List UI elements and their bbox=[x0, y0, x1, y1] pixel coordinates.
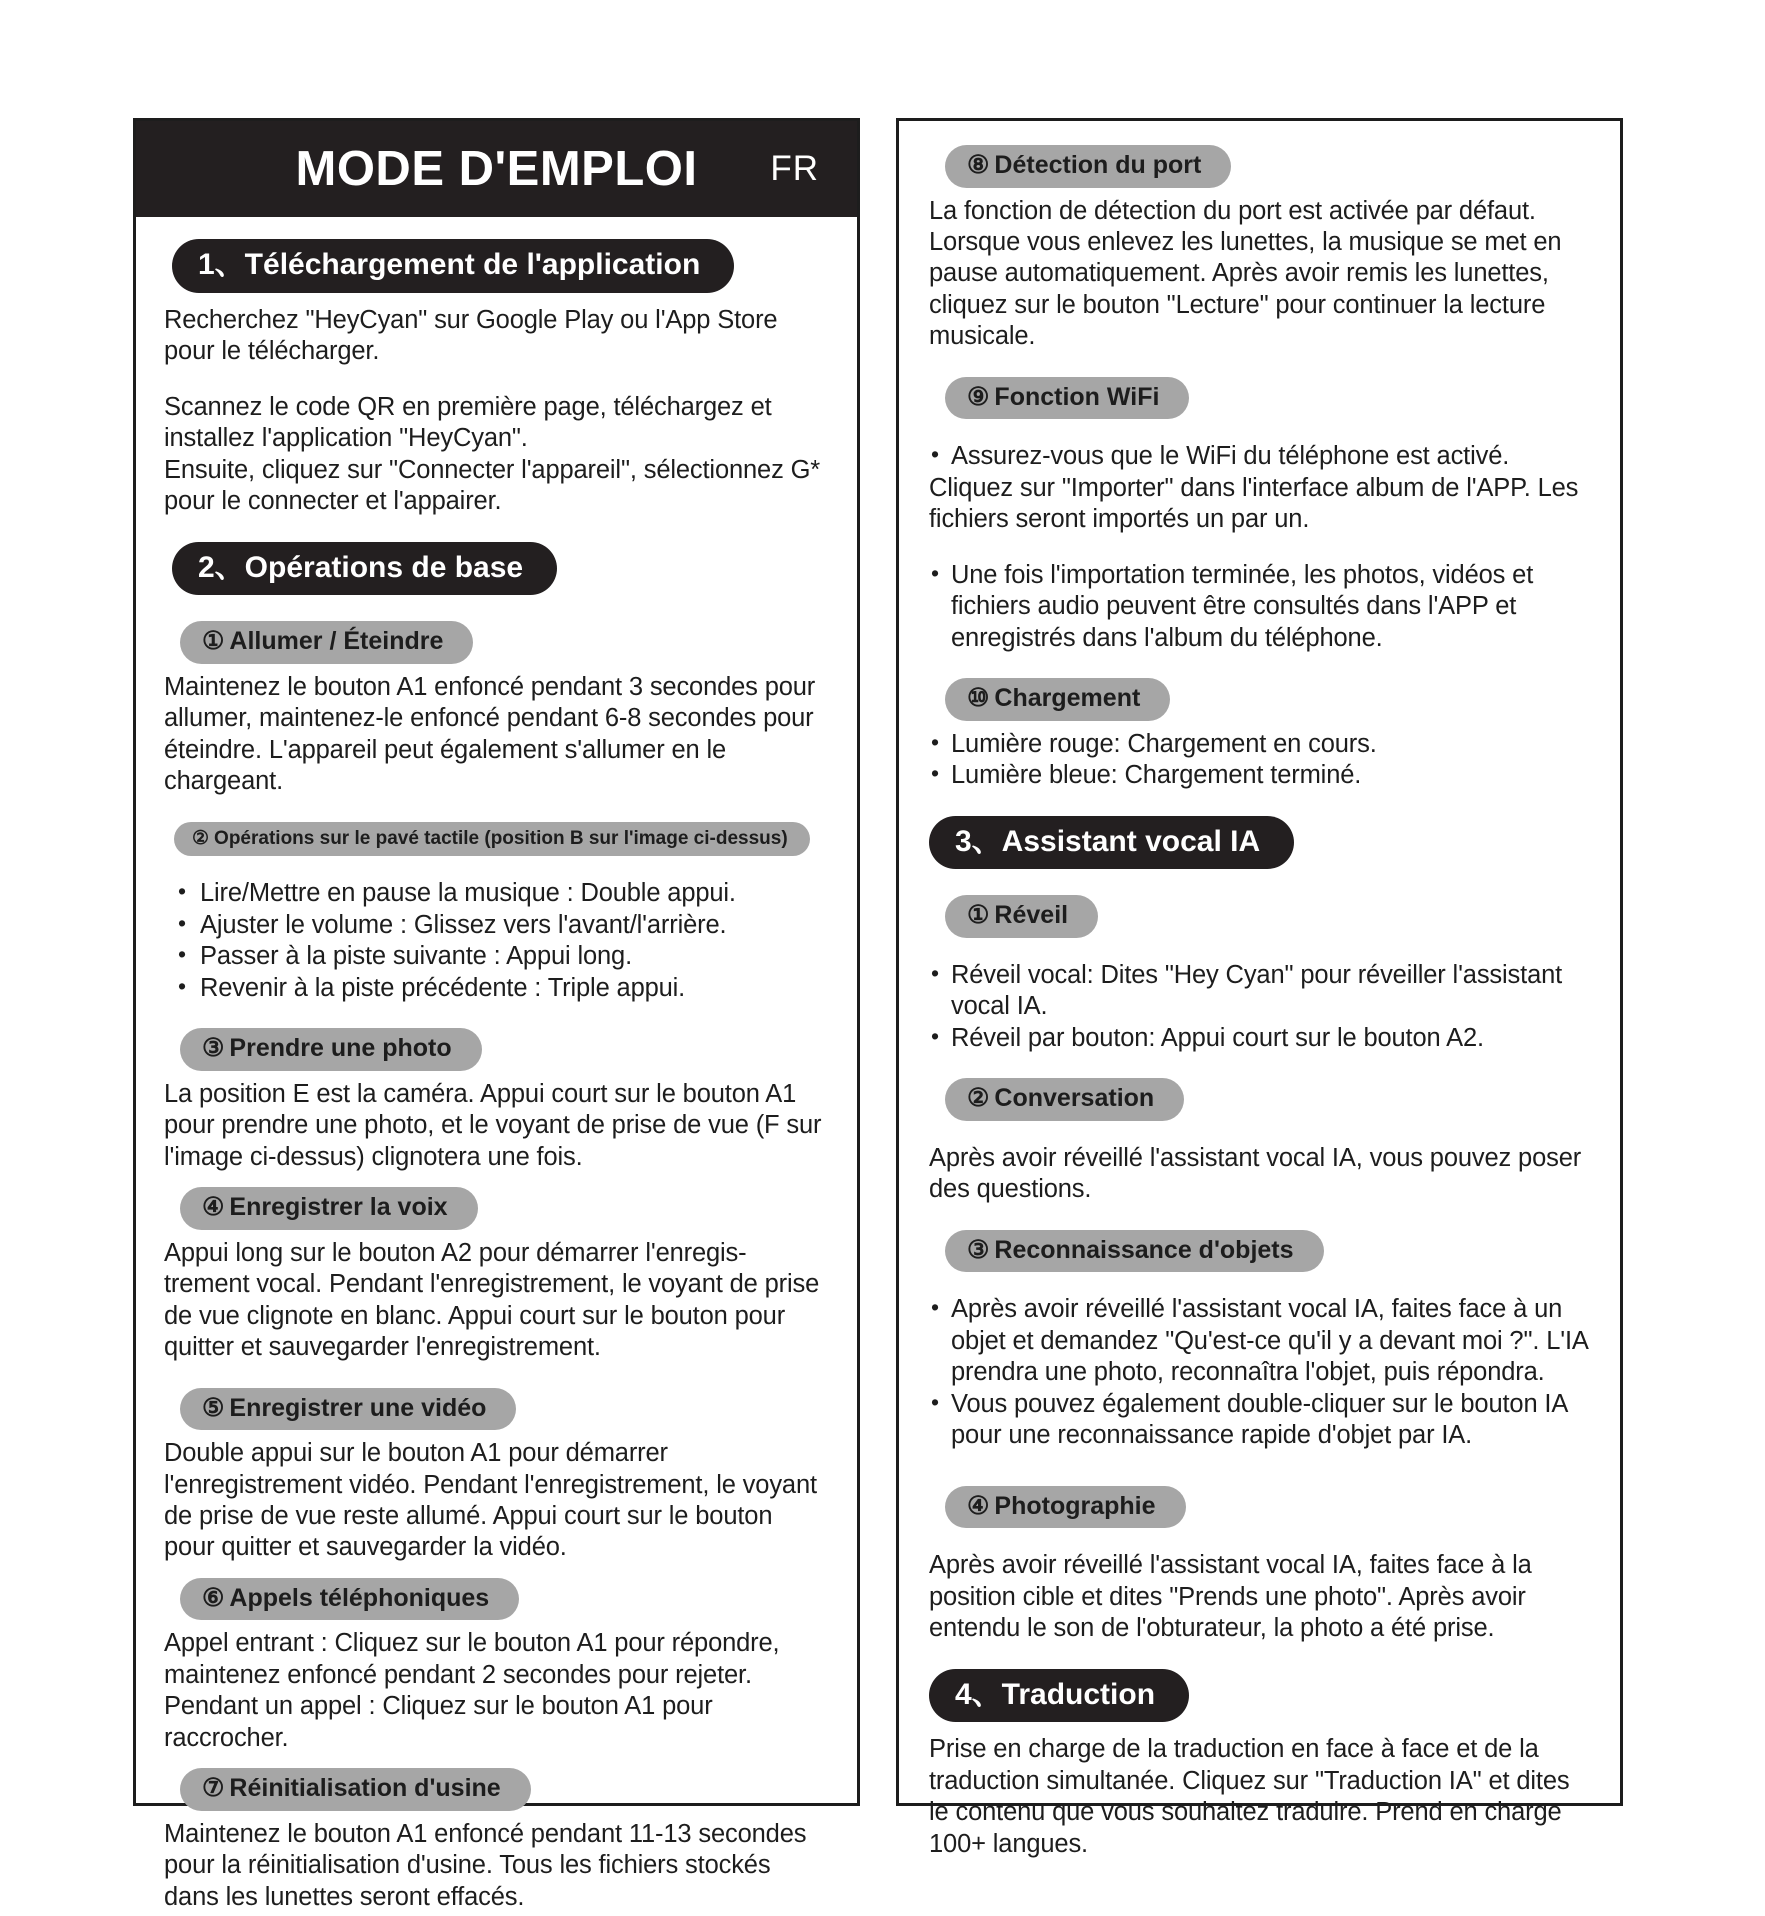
list-item: • Lumière bleue: Chargement terminé. bbox=[929, 760, 1590, 791]
subsection-heading-touchpad bbox=[174, 822, 810, 857]
spacer bbox=[929, 946, 1590, 960]
subsection-label: Opérations sur le pavé tactile (position B sur l'image ci-dessus) bbox=[214, 827, 788, 849]
subsection-number: ② bbox=[192, 827, 210, 849]
spacer bbox=[164, 1173, 829, 1187]
list-item: • Passer à la piste suivante : Appui long. bbox=[176, 941, 829, 972]
spacer bbox=[164, 1364, 829, 1388]
subsection-photography-body: Après avoir réveillé l'assistant vocal IA, faites face à la position cible et dites "Prends une photo". Après avoir entendu le son de l'obturateur, la photo a été prise. bbox=[929, 1551, 1532, 1643]
spacer bbox=[929, 353, 1590, 377]
subsection-number: ③ bbox=[967, 1235, 990, 1264]
right-column bbox=[896, 118, 1623, 1858]
wifi-bullet-1-line-1: Assurez-vous que le WiFi du téléphone est activé. bbox=[951, 442, 1510, 471]
list-item: • Lire/Mettre en pause la musique : Double appui. bbox=[176, 878, 829, 909]
subsection-label: Prendre une photo bbox=[229, 1034, 452, 1063]
subsection-number: ① bbox=[967, 901, 990, 930]
spacer bbox=[164, 798, 829, 822]
spacer bbox=[929, 1452, 1590, 1486]
subsection-number: ③ bbox=[202, 1034, 225, 1063]
subsection-number: ⑧ bbox=[967, 151, 990, 179]
title-banner bbox=[136, 121, 857, 217]
spacer bbox=[929, 1206, 1590, 1230]
subsection-heading-wifi bbox=[945, 377, 1189, 420]
section-heading-1: 1、Téléchargement de l'application bbox=[172, 239, 734, 293]
spacer bbox=[929, 1536, 1590, 1550]
section-1-paragraph-3: Ensuite, cliquez sur "Connecter l'appareil", sélectionnez G* pour le connecter et l'appairer. bbox=[164, 455, 821, 516]
object-recognition-bullet-list bbox=[929, 1294, 1590, 1451]
subsection-label: Réinitialisation d'usine bbox=[229, 1774, 501, 1803]
subsection-label: Enregistrer une vidéo bbox=[229, 1393, 487, 1422]
subsection-number: ⑨ bbox=[967, 382, 990, 411]
subsection-number: ⑦ bbox=[202, 1774, 225, 1803]
subsection-label: Détection du port bbox=[994, 151, 1202, 179]
spacer bbox=[164, 1564, 829, 1578]
spacer bbox=[164, 518, 829, 542]
subsection-label: Photographie bbox=[994, 1491, 1156, 1520]
subsection-voice-record-body: Appui long sur le bouton A2 pour démarrer l'enregis-trement vocal. Pendant l'enregistrement, le voyant de prise de vue clignote en blanc. Appui court sur le bouton pour quitter et sauvegarder l'enregistrement. bbox=[164, 1238, 820, 1362]
section-1-paragraph-1: Recherchez "HeyCyan" sur Google Play ou l'App Store pour le télécharger. bbox=[164, 305, 778, 366]
list-item: • Après avoir réveillé l'assistant vocal IA, faites face à un objet et demandez "Qu'est-ce qu'il y a devant moi ?". L'IA prendra une photo, reconnaîtra l'objet, puis répondra. bbox=[929, 1294, 1590, 1388]
subsection-label: Enregistrer la voix bbox=[229, 1193, 448, 1222]
subsection-number: ④ bbox=[202, 1193, 225, 1222]
subsection-number: ② bbox=[967, 1084, 990, 1113]
list-item: • Ajuster le volume : Glissez vers l'avant/l'arrière. bbox=[176, 910, 829, 941]
section-heading-2: 2、Opérations de base bbox=[172, 542, 557, 596]
list-item: • Lumière rouge: Chargement en cours. bbox=[929, 729, 1590, 760]
subsection-heading-conversation bbox=[945, 1078, 1184, 1121]
wifi-bullet-1-continuation: Cliquez sur "Importer" dans l'interface album de l'APP. Les fichiers seront importés un par un. bbox=[929, 473, 1579, 534]
wakeup-bullet-list bbox=[929, 960, 1590, 1054]
spacer bbox=[164, 864, 829, 878]
subsection-heading-voice-record bbox=[180, 1187, 478, 1230]
list-item: • Une fois l'importation terminée, les photos, vidéos et fichiers audio peuvent être consultés dans l'APP et enregistrés dans l'album du téléphone. bbox=[929, 560, 1590, 654]
list-item: • Réveil par bouton: Appui court sur le bouton A2. bbox=[929, 1023, 1590, 1054]
subsection-number: ④ bbox=[967, 1491, 990, 1520]
touchpad-bullet-list bbox=[164, 878, 829, 1004]
charging-bullet-list bbox=[929, 729, 1590, 792]
subsection-number: ⑩ bbox=[967, 684, 990, 713]
subsection-heading-wakeup bbox=[945, 895, 1098, 938]
subsection-label: Réveil bbox=[994, 901, 1069, 930]
subsection-label: Appels téléphoniques bbox=[229, 1583, 490, 1612]
section-heading-3: 3、Assistant vocal IA bbox=[929, 816, 1294, 870]
subsection-number: ⑤ bbox=[202, 1393, 225, 1422]
subsection-heading-factory-reset bbox=[180, 1768, 531, 1811]
list-item bbox=[929, 441, 1590, 472]
subsection-label: Reconnaissance d'objets bbox=[994, 1235, 1294, 1264]
language-badge: FR bbox=[770, 149, 819, 188]
spacer bbox=[164, 1004, 829, 1028]
list-item: • Revenir à la piste précédente : Triple appui. bbox=[176, 973, 829, 1004]
subsection-number: ① bbox=[202, 627, 225, 656]
subsection-heading-photography bbox=[945, 1486, 1186, 1529]
subsection-port-detection-body: La fonction de détection du port est activée par défaut. Lorsque vous enlevez les lunettes, la musique se met en pause automatiquement. Après avoir remis les lunettes, cliquez sur le bouton "Lecture" pour continuer la lecture musicale. bbox=[929, 196, 1562, 351]
wifi-bullet-list-1 bbox=[929, 441, 1590, 472]
subsection-photo-body: La position E est la caméra. Appui court sur le bouton A1 pour prendre une photo, et le voyant de prise de vue (F sur l'image ci-dessus) clignotera une fois. bbox=[164, 1079, 822, 1171]
subsection-label: Chargement bbox=[994, 684, 1141, 713]
spacer bbox=[929, 1054, 1590, 1078]
spacer bbox=[164, 368, 829, 392]
spacer bbox=[929, 427, 1590, 441]
spacer bbox=[164, 1754, 829, 1768]
subsection-heading-video-record bbox=[180, 1388, 516, 1431]
subsection-heading-object-recognition bbox=[945, 1230, 1324, 1273]
subsection-heading-power bbox=[180, 621, 473, 664]
section-heading-4: 4、Traduction bbox=[929, 1669, 1189, 1723]
subsection-heading-photo bbox=[180, 1028, 482, 1071]
subsection-factory-reset-body: Maintenez le bouton A1 enfoncé pendant 11-13 secondes pour la réinitialisation d'usine. Tous les fichiers stockés dans les lunettes seront effacés. bbox=[164, 1819, 807, 1911]
subsection-heading-phone-calls bbox=[180, 1578, 519, 1621]
spacer bbox=[164, 607, 829, 621]
spacer bbox=[929, 792, 1590, 816]
spacer bbox=[929, 1129, 1590, 1143]
section-4-body: Prise en charge de la traduction en face à face et de la traduction simultanée. Cliquez sur "Traduction IA" et dites le contenu que vous souhaitez traduire. Prend en charge 100+ langues. bbox=[929, 1735, 1570, 1858]
subsection-heading-charging bbox=[945, 678, 1170, 721]
subsection-power-body: Maintenez le bouton A1 enfoncé pendant 3 secondes pour allumer, maintenez-le enfoncé pendant 6-8 secondes pour éteindre. L'appareil peut également s'allumer en le chargeant. bbox=[164, 672, 816, 796]
spacer bbox=[929, 881, 1590, 895]
spacer bbox=[929, 1645, 1590, 1669]
subsection-number: ⑥ bbox=[202, 1583, 225, 1612]
subsection-heading-port-detection bbox=[945, 145, 1231, 188]
left-column-body bbox=[136, 217, 857, 1913]
left-column bbox=[133, 118, 860, 1911]
spacer bbox=[929, 654, 1590, 678]
subsection-phone-calls-body: Appel entrant : Cliquez sur le bouton A1 pour répondre, maintenez enfoncé pendant 2 secondes pour rejeter. Pendant un appel : Cliquez sur le bouton A1 pour raccrocher. bbox=[164, 1629, 780, 1752]
subsection-label: Fonction WiFi bbox=[994, 382, 1160, 411]
subsection-conversation-body: Après avoir réveillé l'assistant vocal IA, vous pouvez poser des questions. bbox=[929, 1143, 1582, 1204]
wifi-bullet-list-2 bbox=[929, 560, 1590, 654]
subsection-label: Allumer / Éteindre bbox=[229, 627, 444, 656]
spacer bbox=[929, 1280, 1590, 1294]
subsection-label: Conversation bbox=[994, 1084, 1155, 1113]
section-1-paragraph-2: Scannez le code QR en première page, téléchargez et installez l'application "HeyCyan". bbox=[164, 392, 772, 453]
page-title: MODE D'EMPLOI bbox=[295, 142, 698, 196]
list-item: • Vous pouvez également double-cliquer sur le bouton IA pour une reconnaissance rapide d'objet par IA. bbox=[929, 1389, 1590, 1452]
list-item: • Réveil vocal: Dites "Hey Cyan" pour réveiller l'assistant vocal IA. bbox=[929, 960, 1590, 1023]
spacer bbox=[929, 536, 1590, 560]
subsection-video-record-body: Double appui sur le bouton A1 pour démarrer l'enregistrement vidéo. Pendant l'enregistrement, le voyant de prise de vue reste allumé. Appui court sur le bouton pour quitter et sauvegarder la vidéo. bbox=[164, 1439, 817, 1562]
